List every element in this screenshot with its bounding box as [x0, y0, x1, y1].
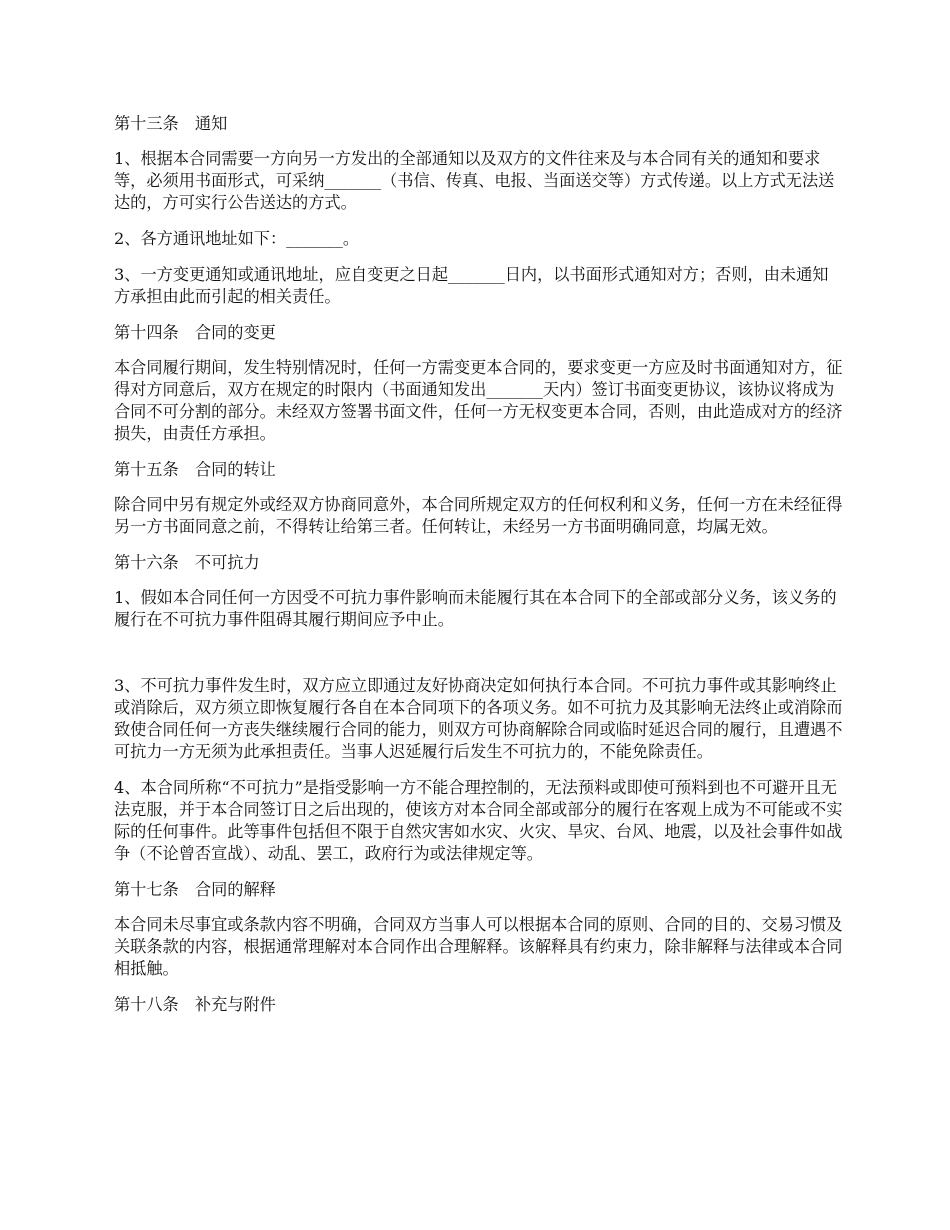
paragraph-15: 除合同中另有规定外或经双方协商同意外，本合同所规定双方的任何权利和义务，任何一方在未经征得另一方书面同意之前，不得转让给第三者。任何转让，未经另一方书面明确同意，均属无效。	[114, 495, 843, 536]
document-page	[114, 113, 844, 1029]
paragraph-17: 本合同未尽事宜或条款内容不明确，合同双方当事人可以根据本合同的原则、合同的目的、交易习惯及关联条款的内容，根据通常理解对本合同作出合理解释。该解释具有约束力，除非解释与法律或本合同相抵触。	[114, 915, 843, 978]
section-heading-14: 第十四条 合同的变更	[114, 323, 276, 342]
section-heading-18: 第十八条 补充与附件	[114, 995, 276, 1014]
section-heading-17: 第十七条 合同的解释	[114, 880, 276, 899]
paragraph-13-1: 1、根据本合同需要一方向另一方发出的全部通知以及双方的文件往来及与本合同有关的通知和要求等，必须用书面形式，可采纳_______（书信、传真、电报、当面送交等）方式传递。以上方式无法送达的，方可实行公告送达的方式。	[114, 149, 835, 212]
paragraph-16-4: 4、本合同所称“不可抗力”是指受影响一方不能合理控制的，无法预料或即使可预料到也不可避开且无法克服，并于本合同签订日之后出现的，使该方对本合同全部或部分的履行在客观上成为不可能或不实际的任何事件。此等事件包括但不限于自然灾害如水灾、火灾、旱灾、台风、地震，以及社会事件如战争（不论曾否宣战）、动乱、罢工，政府行为或法律规定等。	[114, 778, 843, 863]
paragraph-16-3: 3、不可抗力事件发生时，双方应立即通过友好协商决定如何执行本合同。不可抗力事件或其影响终止或消除后，双方须立即恢复履行各自在本合同项下的各项义务。如不可抗力及其影响无法终止或消除而致使合同任何一方丧失继续履行合同的能力，则双方可协商解除合同或临时延迟合同的履行，且遭遇不可抗力一方无须为此承担责任。当事人迟延履行后发生不可抗力的，不能免除责任。	[114, 676, 843, 761]
paragraph-13-3: 3、一方变更通知或通讯地址，应自变更之日起_______日内，以书面形式通知对方；否则，由未通知方承担由此而引起的相关责任。	[114, 265, 829, 306]
paragraph-13-2: 2、各方通讯地址如下：_______。	[114, 229, 360, 248]
section-heading-13: 第十三条 通知	[114, 114, 228, 133]
section-heading-15: 第十五条 合同的转让	[114, 460, 276, 479]
paragraph-14: 本合同履行期间，发生特别情况时，任何一方需变更本合同的，要求变更一方应及时书面通知对方，征得对方同意后，双方在规定的时限内（书面通知发出_______天内）签订书面变更协议，该协议将成为合同不可分割的部分。未经双方签署书面文件，任何一方无权变更本合同，否则，由此造成对方的经济损失，由责任方承担。	[114, 358, 843, 443]
paragraph-gap	[114, 645, 844, 675]
paragraph-16-1: 1、假如本合同任何一方因受不可抗力事件影响而未能履行其在本合同下的全部或部分义务，该义务的履行在不可抗力事件阻碍其履行期间应予中止。	[114, 588, 837, 629]
section-heading-16: 第十六条 不可抗力	[114, 553, 260, 572]
